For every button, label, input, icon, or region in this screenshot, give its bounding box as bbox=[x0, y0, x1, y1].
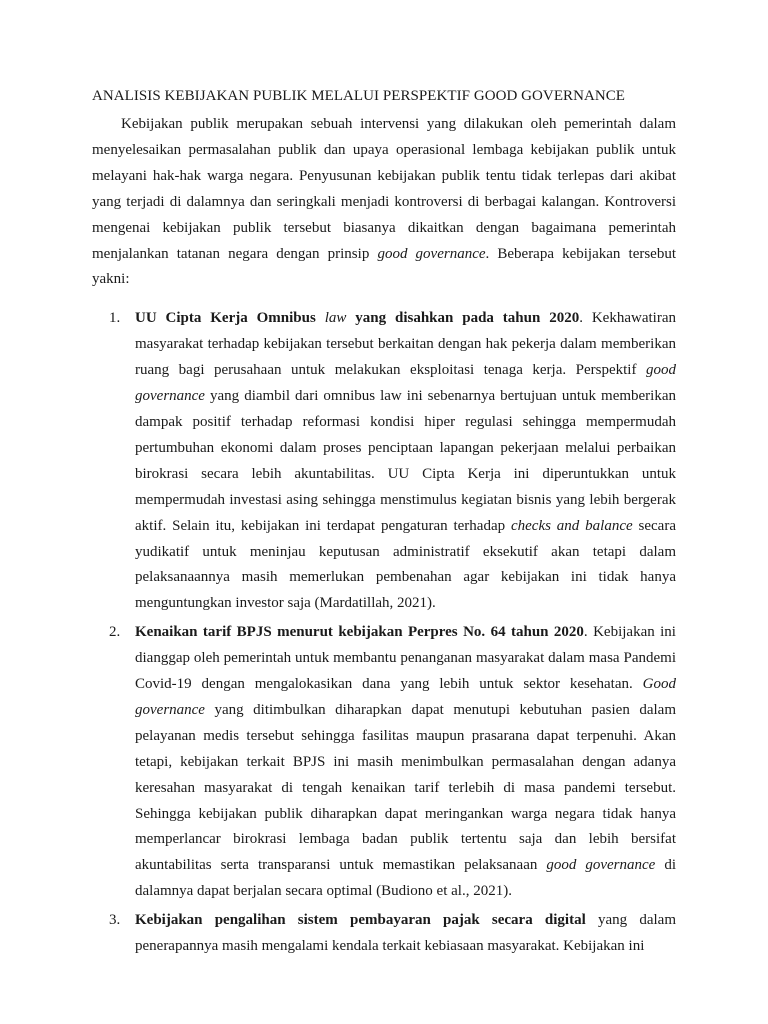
item-heading-part: yang disahkan pada tahun 2020 bbox=[346, 310, 580, 327]
list-item bbox=[92, 908, 676, 960]
item-text: . Kebijakan ini dianggap oleh pemerintah untuk membantu penanganan masyarakat dalam masa Pandemi Covid-19 dengan mengalokasikan dana yang lebih untuk sektor kesehatan. bbox=[135, 624, 676, 693]
item-text: . Kekhawatiran masyarakat terhadap kebijakan tersebut berkaitan dengan hak pekerja dalam memberikan ruang bagi perusahaan untuk melakukan eksploitasi tenaga kerja. Perspektif bbox=[135, 310, 676, 379]
item-italic-term: Good governance bbox=[135, 676, 676, 718]
list-item bbox=[92, 306, 676, 617]
list-number: 3. bbox=[109, 912, 121, 929]
item-italic-term: good governance bbox=[135, 362, 676, 405]
item-text: di dalamnya dapat berjalan secara optimal (Budiono et al., 2021). bbox=[135, 857, 676, 900]
intro-text: Kebijakan publik merupakan sebuah intervensi yang dilakukan oleh pemerintah dalam menyelesaikan permasalahan publik dan upaya operasional lembaga kebijakan publik untuk melayani hak-hak warga negara. Penyusunan kebijakan publik tentu tidak terlepas dari akibat yang terjadi di dalamnya dan seringkali menjadi kontroversi di berbagai kalangan. Kontroversi mengenai kebijakan publik tersebut biasanya dikaitkan dengan bagaimana pemerintah menjalankan tatanan negara dengan prinsip bbox=[92, 116, 676, 262]
intro-paragraph bbox=[92, 112, 676, 293]
item-italic-term: good governance bbox=[546, 857, 656, 874]
list-number: 1. bbox=[109, 310, 121, 327]
item-text: yang dalam penerapannya masih mengalami kendala terkait kebiasaan masyarakat. Kebijakan ini bbox=[135, 912, 676, 955]
list-item bbox=[92, 620, 676, 905]
item-text: yang diambil dari omnibus law ini sebenarnya bertujuan untuk memberikan dampak positif terhadap reformasi kondisi hiper regulasi sehingga mempermudah pertumbuhan ekonomi dalam proses penciptaan lapangan pekerjaan melalui perbaikan birokrasi secara lebih akuntabilitas. UU Cipta Kerja ini diperuntukkan untuk mempermudah investasi asing sehingga menstimulus kegiatan bisnis yang lebih bergerak aktif. Selain itu, kebijakan ini terdapat pengaturan terhadap bbox=[135, 388, 676, 534]
item-heading: Kebijakan pengalihan sistem pembayaran pajak secara digital bbox=[135, 912, 586, 929]
item-heading-italic: law bbox=[324, 310, 347, 327]
item-text: yang ditimbulkan diharapkan dapat menutupi kebutuhan pasien dalam pelayanan medis tersebut sehingga fasilitas maupun prasarana dapat terpenuhi. Akan tetapi, kebijakan terkait BPJS ini masih menimbulkan permasalahan dengan adanya keresahan masyarakat di tengah kenaikan tarif terlebih di masa pandemi tersebut. Sehingga kebijakan publik diharapkan dapat meringankan warga negara tidak hanya memperlancar birokrasi lembaga badan publik tertentu saja dan lebih bersifat akuntabilitas serta transparansi untuk memastikan pelaksanaan bbox=[135, 701, 676, 874]
list-number: 2. bbox=[109, 624, 121, 641]
item-heading bbox=[135, 310, 579, 326]
item-heading-part: UU Cipta Kerja Omnibus bbox=[135, 310, 325, 327]
item-text: secara yudikatif untuk meninjau keputusan administratif eksekutif akan tetapi dalam pelaksanaannya masih memerlukan pembenahan agar kebijakan ini tidak hanya menguntungkan investor saja (Mardatillah, 2021). bbox=[135, 517, 676, 612]
intro-text-end: . Beberapa kebijakan tersebut yakni: bbox=[92, 245, 677, 288]
intro-italic-term: good governance bbox=[377, 245, 486, 262]
policy-list bbox=[92, 306, 676, 960]
item-italic-term: checks and balance bbox=[510, 517, 633, 534]
document-title: ANALISIS KEBIJAKAN PUBLIK MELALUI PERSPEKTIF GOOD GOVERNANCE bbox=[92, 88, 626, 104]
item-heading: Kenaikan tarif BPJS menurut kebijakan Perpres No. 64 tahun 2020 bbox=[135, 624, 584, 641]
document-page bbox=[92, 86, 676, 963]
